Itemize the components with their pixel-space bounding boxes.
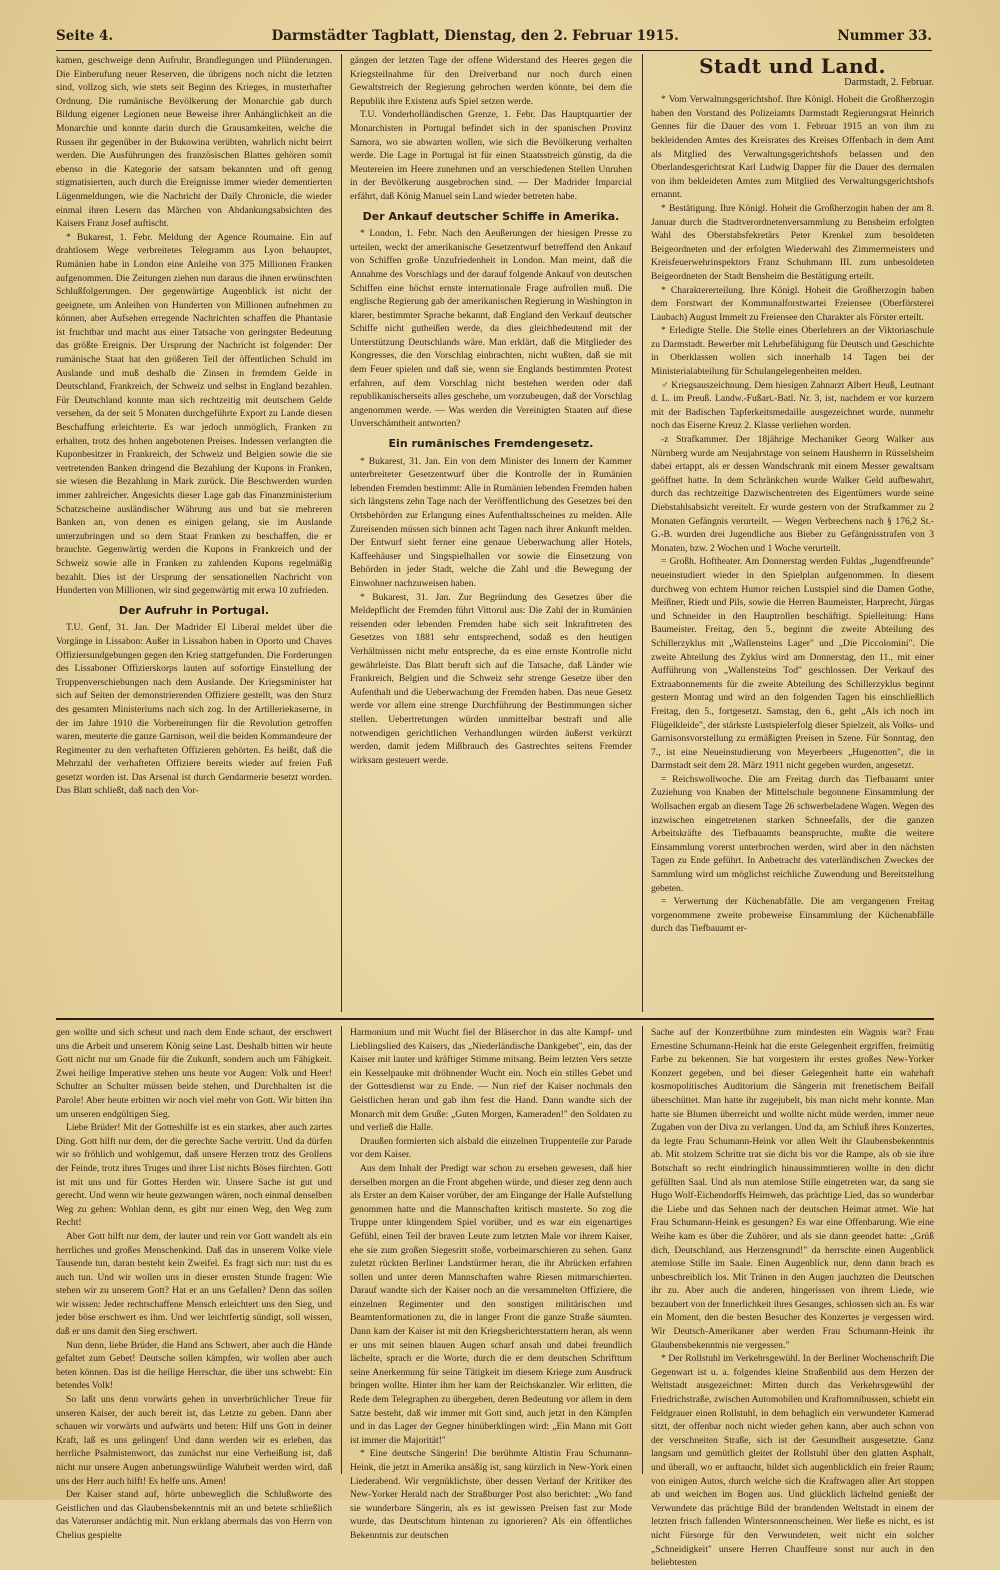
- article-paragraph: T.U. Vonderholländischen Grenze, 1. Febr. Das Hauptquartier der Monarchisten in Portugal befindet sich in der spanischen Provinz Samora, wo sie abwarten wollen, wie sich die Bevölkerung verhalten werde. Die Lage in Portugal ist für einen Staatsstreich günstig, da die Meutereien im Heere zunehmen und an verschiedenen Stellen Unruhen in der Bevölkerung ausgebrochen sind. — Der Madrider Imparcial erfährt, daß König Manuel sein Land wieder betreten habe.: [350, 109, 632, 202]
- article-paragraph: * Bestätigung. Ihre Königl. Hoheit die Großherzogin haben der am 8. Januar durch die Stadtverordnetenversammlung zu Bensheim erfolgten Wahl des Oberstabsfekretärs Peter Krenkel zum besoldeten Beigeordneten und der erfolgten Wiederwahl des Zimmermeisters und Kreisfeuerwehrinspektors Franz Schuhmann III. zum unbesoldeten Beigeordneten der Stadt Bensheim die Bestätigung erteilt.: [651, 202, 934, 282]
- article-paragraph: Liebe Brüder! Mit der Gotteshilfe ist es ein starkes, aber auch zartes Ding. Gott hilft nur dem, der die gerechte Sache vertritt. Und da dürfen wir so fröhlich und wohlgemut, daß unsere Herzen trotz des Grollens der Feinde, trotz ihres Truges und ihrer List nichts Böses fürchten. Gott ist mit uns und für Gottes Herden wir. Unsere Sache ist gut und gerecht. Und wenn wir heute gezwungen wären, noch einmal denselben Weg zu gehen: Wohlan denn, es gibt nur einen Weg, den Weg zum Recht!: [56, 1122, 332, 1229]
- column-1: [56, 54, 332, 1012]
- article-paragraph: Nun denn, liebe Brüder, die Hand ans Schwert, aber auch die Hände gefaltet zum Gebet! Deutsche sollen kämpfen, wir wollen aber auch beten können. Das ist die heilige Herrschar, die über uns schwebt: Ein betendes Volk!: [56, 1339, 332, 1392]
- bottom-column-1: [56, 1026, 332, 1541]
- article-paragraph: * Bukarest, 31. Jan. Zur Begründung des Gesetzes über die Meldepflicht der Fremden führt Vittorul aus: Die Zahl der in Rumänien reisenden oder lebenden Fremden habe sich seit Inkrafttreten des Gesetzes von 1881 sehr entsprechend, sodaß es den heutigen Verhältnissen nicht mehr entspreche, da es eine ernste Kontrolle nicht gewährleiste. Das Blatt beruft sich auf die Tatsache, daß Länder wie Frankreich, Belgien und die Schweiz sehr strenge Gesetze über den Aufenthalt und die Ueberwachung der Fremden haben. Das neue Gesetz werde vor allem eine strenge Durchführung der Bestimmungen sicher stellen. Uebertretungen würden unmittelbar bestraft und alle notwendigen gerichtlichen Verhandlungen würden äußerst verkürzt werden, damit jedem Mißbrauch des Gastrechtes seitens Fremder wirksam gesteuert werde.: [350, 591, 632, 766]
- article-paragraph: * Charaktererteilung. Ihre Königl. Hoheit die Großherzogin haben dem Forstwart der Kommunalforstwartei Freiensee (Oberförsterei Laubach) August Immelt zu Freiensee den Charakter als Förster erteilt.: [651, 284, 934, 323]
- article-paragraph: T.U. Genf, 31. Jan. Der Madrider El Liberal meldet über die Vorgänge in Lissabon: Außer in Lissabon haben in Oporto und Chaves Offiziersundgebungen gegen den Krieg stattgefunden. Die Forderungen des Lissaboner Offizierskorps lauten auf sofortige Einstellung der Truppenverschiebungen nach dem Auslande. Der Kriegsminister hat sich auf Seiten der demonstrierenden Offiziere gestellt, was den Sturz des gesamten Ministeriums nach sich zog. In der Artilleriekaserne, in der im Jahre 1910 die Vorbereitungen für die Revolution getroffen waren, meuterte die ganze Garnison, weil die beiden Kommandeure der Regimenter zu den verhafteten Offizieren gehörten. Es heißt, daß die Mehrzahl der verhafteten Offiziere bereits wieder auf freien Fuß gesetzt worden ist. Das Arsenal ist durch Gendarmerie besetzt worden. Das Blatt schließt, daß nach den Vor-: [56, 622, 332, 797]
- article-paragraph: -z Strafkammer. Der 18jährige Mechaniker Georg Walker aus Nürnberg wurde am Neujahrstage von seinem Hausherrn in Rüsselsheim dabei ertappt, als er dessen Wandschrank mit einem Messer gewaltsam geöffnet hatte. In dem Schränkchen wurde Walker Geld aufbewahrt, durch das rechtzeitige Dazwischentreten des Eigentümers wurde seine Diebstahlsabsicht vereitelt. Er wurde gestern von der Strafkammer zu 2 Monaten Gefängnis verurteilt. — Wegen Verbrechens nach § 176,2 St.-G.-B. wurden drei Jugendliche aus Bieber zu Gefängnisstrafen von 3 Monaten, bzw. 2 Wochen und 1 Woche verurteilt.: [651, 434, 934, 554]
- article-paragraph: So laßt uns denn vorwärts gehen in unverbrüchlicher Treue für unseren Kaiser, der auch bereit ist, das Letzte zu geben. Dann aber schauen wir vorwärts und aufwärts und beten: Hilf uns Gott in deiner Kraft, laß es uns gelingen! Und dann werden wir es erleben, das herrliche Psalmistenwort, das zunächst nur eine Verheißung ist, daß nicht nur unsere Augen anbetungswürdige Wahrheit werden wird, daß uns der Herr auch hilft! Es helfe uns. Amen!: [56, 1394, 332, 1487]
- column-divider: [642, 54, 643, 1012]
- headline-portugal: Der Aufruhr in Portugal.: [118, 603, 270, 617]
- bottom-column-2: [350, 1026, 632, 1541]
- article-paragraph: gängen der letzten Tage der offene Widerstand des Heeres gegen die Kriegsteilnahme für den Dreiverband nur noch durch einen Gewaltstreich der Regierung gebrochen werden könnte, bei dem die Republik ihre Existenz aufs Spiel setzen werde.: [350, 55, 632, 107]
- article-paragraph: Aus dem Inhalt der Predigt war schon zu ersehen gewesen, daß hier derselben morgen an die Front abgehen würde, und dieser zeg denn auch als Erster an dem Kaiser vorüber, der am Eingange der Halle Aufstellung genommen hatte und die Mannschaften kritisch musterte. So zog die Truppe unter klingendem Spiel vorüber, und es war ein eigenartiges Gefühl, einen Teil der braven Leute zum letzten Male vor ihrem Kaiser, ehe sie zum großen Siegesritt stoße, vorbeimarschieren zu sehen. Ganz zuletzt rückten Berliner Landstürmer heran, die ihr Abrücken erfahren sollen und unter deren Mannschaften wahre Riesen mitmarschierten. Darauf wandte sich der Kaiser noch an die versammelten Offiziere, die einzelnen Regimenter und den sonstigen militärischen und Beamtenformationen zu, die in langer Front die ganze Straße säumten. Dann kam der Kaiser ist mit den Kriegsberichterstattern heran, als wenn er uns mit seinen blauen Augen scharf ansah und dabei freundlich lächelte, sprach er die Worte, durch die er dem deutschen Schrifttum seine Anerkennung für seine Tätigkeit im diesem Kriege zum Ausdruck bringen wollte. Hinter ihm her kam der Reichskanzler. Wir erlitten, die Rede dem Telegraphen zu übergeben, deren Bedeutung vor allem in dem Satze besteht, daß wir immer mit Gott sind, auch jetzt in den Kämpfen und in das Lager der Gegner hinüberklingen wird: „Ein Mann mit Gott ist immer die Majorität!": [350, 1162, 632, 1446]
- article-paragraph: Der Kaiser stand auf, hörte unbeweglich die Schlußworte des Geistlichen und das Glaubensbekenntnis mit an und betete schließlich das Vaterunser andächtig mit. Nun erklang abermals das von Herrn von Chelius gespielte: [56, 1489, 332, 1541]
- article-paragraph: Sache auf der Konzertbühne zum mindesten ein Wagnis war? Frau Ernestine Schumann-Heink hat die erste Gelegenheit ergriffen, freimütig Farbe zu bekennen. Sie hat vorgestern ihr erstes großes New-Yorker Konzert gegeben, und bei dieser Gelegenheit hatte ein wahrhaft kosmopolitisches Auditorium die Sängerin mit frenetischem Beifall überschüttet. Man hatte ihr zugejubelt, bis man nicht mehr konnte. Man hatte sie Blumen überreicht und wollte nicht müde werden, immer neue Zugaben von der Diva zu verlangen. Und da, am Schluß ihres Konzertes, da legte Frau Schumann-Heink vor allen Welt ihr Glaubensbekenntnis ab. Mit stolzem Schritte trat sie dicht bis vor die Rampe, als ob sie ihre Botschaft so recht eindringlich hinaussimmtieren wollte in den dicht gefüllten Saal. Und als nun atemlose Stille eingetreten war, da sang sie Hugo Wolf-Eichendorffs Heimweh, das prächtige Lied, das so wunderbar die Liebe und das Sehnen nach der deutschen Heimat atmet. Wie hat Frau Schumann-Heink es gesungen? Es war eine Offenbarung. Wie eine Weihe kam es über die Zuhörer, und als sie dann geendet hatte: „Grüß dich, Deutschland, aus Herzensgrund!" da herrschte einen Augenblick atemlose Stille im Saale. Einen Augenblick nur, denn dann brach es unbeschreiblich los. Mit Tränen in den Augen jauchzten die Deutschen ihr zu. Aber auch die anderen, hingerissen von ihrem Liede, wie bezaubert von der Innerlichkeit ihres Gesanges, schlossen sich an. Es war ein Moment, den die besten Besucher des Konzertes je vergessen wird. Wir Deutsch-Amerikaner aber werden Frau Schumann-Heink ihr Glaubensbekenntnis nie vergessen.": [651, 1027, 934, 1351]
- article-paragraph: = Reichswollwoche. Die am Freitag durch das Tiefbauamt unter Zuziehung von Knaben der Mittelschule begonnene Einsammlung der Wollsachen ergab an diesem Tage 26 schwerbeladene Wagen. Wegen des inzwischen eingetretenen starken Schneefalls, der die ganzen Arbeitskräfte des Tiefbauamts beanspruchte, mußte die weitere Einsammlung vorerst unterbrochen werden, wird aber in den nächsten Tagen zu Ende geführt. In Anbetracht des vaterländischen Zweckes der Sammlung wird um möglichst reichliche Zuwendung und Bereitstellung gebeten.: [651, 773, 934, 894]
- column-2: [350, 54, 632, 1012]
- article-paragraph: * Bukarest, 1. Febr. Meldung der Agence Roumaine. Ein auf drahtlosem Wege verbreitetes Telegramm aus Lyon behauptet, Rumänien habe in London eine Anleihe von 375 Millionen Franken aufgenommen. Die Zeitungen ziehen nun daraus die ihnen erwünschten Schlußfolgerungen. Der gegenwärtige Augenblick ist nicht der geeignete, um Anleihen von Hunderten von Millionen aufnehmen zu können, aber Aufsehen erregende Nachrichten schaffen die Phantasie ist fruchtbar und macht aus einer Tatsache von geringster Bedeutung das größte Ereignis. Der Ursprung der Nachricht ist folgender: Der rumänische Staat hat den größeren Teil der öffentlichen Schuld im Auslande und muß deshalb die Zinsen in fremdem Gelde in Deutschland, Frankreich, der Schweiz und selbst in England bezahlen. Für Deutschland konnte man sich rechtzeitig mit deutschem Gelde versehen, da der seit 5 Monaten durchgeführte Export zu Lande diesen Beschaffung erleichterte. Es war jedoch unmöglich, Franken zu erhalten, trotz des hohen angebotenen Preises. Indessen verlangten die Kuponbesitzer in Frankreich, der Schweiz und Belgien sowie die sie vertretenden Banken dringend die Bezahlung der Kupons in Franken, sie wiesen die Bezahlung in Mark zurück. Die Beschwerden wurden immer zahlreicher. Angesichts dieser Lage gab das Finanzministerium Schatzscheine ausländischer Währung aus und bat sie mehreren Banken an, von denen es einigen gelang, sie im Auslande unterzubringen und so dem Staat Franken zu beschaffen, die er brauchte. Gegenwärtig werden die Kupons in Frankreich und der Schweiz sowie alle in Franken zu zahlenden Kupons regelmäßig bezahlt. Dies ist der Ursprung der sensationellen Nachricht von Hunderten von Millionen, wir sind gegenwärtig mit erwa 10 zufrieden.: [56, 231, 332, 597]
- headline-schiffe: Der Ankauf deutscher Schiffe in Amerika.: [362, 209, 620, 223]
- column-divider: [341, 1026, 342, 1474]
- article-paragraph: Draußen formierten sich alsbald die einzelnen Truppenteile zur Parade vor dem Kaiser.: [350, 1135, 632, 1161]
- article-paragraph: * Eine deutsche Sängerin! Die berühmte Altistin Frau Schumann-Heink, die jetzt in Amerika ansäßig ist, sang kürzlich in New-York einen Liederabend. Wir vergnüklichste, über dessen Verlauf der Kritiker des New-Yorker Herald nach der Straßburger Post also berichtet: „Wo fand sie wunderbare Sängerin, als es ist gewissen Preisen fast zur Mode wurde, das Deutschtum hintenan zu ignorieren? Als ein öffentliches Bekenntnis zur deutschen: [350, 1448, 632, 1541]
- article-paragraph: * Bukarest, 31. Jan. Ein von dem Minister des Innern der Kammer unterbreiteter Gesetzentwurf über die Kontrolle der in Rumänien lebenden Fremden bestimmt: Alle in Rumänien lebenden Fremden haben sich längstens zehn Tage nach der Veröffentlichung des Gesetzes bei den Ortsbehörden zur Erlangung eines Aufenthaltsscheines zu melden. Alle Zureisenden müssen sich binnen acht Tagen nach ihrer Ankunft melden. Der Entwurf sieht ferner eine genaue Ueberwachung aller Hotels, Kaffeehäuser und Singspielhallen vor sowie die Einsetzung von Behörden in jeder Stadt, welche die Zahl und die Bewegung der Einwohner nachzuweisen haben.: [350, 455, 632, 589]
- article-paragraph: kamen, geschweige denn Aufruhr, Brandlegungen und Plünderungen. Die Einberufung neuer Reserven, die übrigens noch nicht die letzten sind, vollzog sich, wie stets seit Beginn des Krieges, in musterhafter Ordnung. Die rumänische Bevölkerung der Monarchie gab durch Bildung eigener Legionen neue Beweise ihrer Anhänglichkeit an die Monarchie und konnte darin durch die Grausamkeiten, welche die Russen ihr gegenüber in der Bukowina verübten, wahrlich nicht beirrt werden. Die Ausführungen des französischen Blattes gehören somit ebenso in die Kategorie der satsam bekannten und oft genug stigmatisierten, auch durch die Ereignisse immer wieder dementierten Lügenmeldungen, wie die Nachricht der Daily Chronicle, die wieder einmal ihren Lesern das Märchen von Abdankungsabsichten des Kaisers Franz Josef auftischt.: [56, 55, 332, 230]
- article-paragraph: = Verwertung der Küchenabfälle. Die am vergangenen Freitag vorgenommene zweite probeweise Einsammlung der Küchenabfälle durch das Tiefbauamt er-: [651, 896, 934, 935]
- article-paragraph: ♂ Kriegsauszeichnung. Dem hiesigen Zahnarzt Albert Heuß, Leutnant d. L. im Preuß. Landw.-Fußart.-Batl. Nr. 3, ist, nachdem er vor kurzem mit der Badischen Tapferkeitsmedaille ausgezeichnet wurde, nunmehr noch das Eiserne Kreuz 2. Klasse verliehen worden.: [651, 379, 934, 432]
- issue-number: Nummer 33.: [837, 28, 932, 44]
- article-paragraph: Aber Gott hilft nur dem, der lauter und rein vor Gott wandelt als ein herrliches und großes Menschenkind. Daß das in unserem Volke viele Tausende tun, daran besteht kein Zweifel. Es fragt sich nur: tust du es auch tun. Und wir wollen uns in dieser ernsten Stunde fragen: Wie stehen wir zu unserem Gott? Hat er an uns Gefallen? Denn das sollen wir wissen: Jeder rechtschaffene Mensch erleichtert uns den Sieg, und jeder böse erschwert es ihm. Und wer leichtfertig sündigt, soll wissen, daß er uns damit den Sieg erschwert.: [56, 1230, 332, 1338]
- article-paragraph: * London, 1. Febr. Nach den Aeußerungen der hiesigen Presse zu urteilen, weckt der amerikanische Gesetzentwurf betreffend den Ankauf von Schiffen große Unzufriedenheit in London. Man meint, daß die Annahme des Vorschlags und der darauf folgende Ankauf von deutschen Schiffen eine höchst ernste internationale Frage aufrollen muß. Die englische Regierung gab der amerikanischen Regierung in Washington in klarer, bestimmter Sprache bekannt, daß England den Verkauf deutscher Schiffe nicht gutheißen werde, da dies gleichbedeutend mit der Unterstützung Deutschlands wäre. Man erklärt, daß die Mitglieder des Kongresses, die den Vorschlag einbrachten, nicht wußten, daß sie mit dem Feuer spielen und daß sie, wenn sie Englands bestimmten Protest erfahren, auf dem Vorschlag nicht bestehen werden oder daß republikanischerseits alles geschehe, um vorzubeugen, daß der Vorschlag angenommen werde. — Was werden die Vereinigten Staaten auf diese Unverschämtheit antworten?: [350, 228, 632, 430]
- article-paragraph: * Vom Verwaltungsgerichtshof. Ihre Königl. Hoheit die Großherzogin haben den Vorstand des Polizeiamts Darmstadt Regierungsrat Heinrich Gennes für die Dauer des vom 1. Februar 1915 an von ihm zu bekleidenden Amtes des Kreisrates des Kreises Offenbach in dem Amt als Mitglied des Verwaltungsgerichtshofs belassen und den Oberlandesgerichtsrat Karl Ludwig Dapper für die Dauer des dermalen von ihm bekleideten Amtes zum Mitglied des Verwaltungsgerichtshofs ernannt.: [651, 94, 934, 201]
- page-number: Seite 4.: [56, 28, 114, 44]
- column-divider: [341, 54, 342, 1012]
- article-paragraph: = Großh. Hoftheater. Am Donnerstag werden Fuldas „Jugendfreunde" neueinstudiert wieder in den Spielplan aufgenommen. In diesem durchweg von echtem Humor reichen Lustspiel sind die Damen Gothe, Meißner, Riedt und Pils, sowie die Herren Baumeister, Harprecht, Jürgas und Schneider in den Hauptrollen beschäftigt. Spielleitung: Hans Baumeister. Freitag, den 5., beginnt die zweite Abteilung des Schillerzyklus mit „Wallensteins Lager" und „Die Piccolomini". Die zweite Abteilung des Zyklus wird am Donnerstag, den 11., mit einer Aufführung von „Wallensteins Tod" geschlossen. Der Verkauf des Extraabonnements für die zweite Abteilung des Schillerzyklus beginnt gestern Montag und wird an den folgenden Tagen bis einschließlich Freitag, den 5., fortgesetzt. Samstag, den 6., geht „Als ich noch im Flügelkleide", der stärkste Lustspielerfolg dieser Spielzeit, als Volks- und Garnisonsvorstellung zu ermäßigten Preisen in Szene. Für Sonntag, den 7., ist eine Neueinstudierung von Meyerbeers „Hugenotten", die in Darmstadt seit dem 28. März 1911 nicht gegeben wurden, angesetzt.: [651, 556, 934, 772]
- bottom-column-3: [651, 1026, 934, 1569]
- feuilleton-rule: [56, 1018, 934, 1020]
- article-paragraph: * Der Rollstuhl im Verkehrsgewühl. In der Berliner Wochenschrift Die Gegenwart ist u. a. folgendes kleine Straßenbild aus dem Herzen der Weltstadt ausgezeichnet: Mitten durch das Verkehrsgewühl der Friedrichstraße, zwischen Automobilen und Kraftomnibussen, schiebt ein Feldgrauer einen Rollstuhl, in dem behaglich ein verwundeter Kamerad sitzt, der offenbar noch nicht wieder gehen kann, aber auch schon von der verschneiten Straße, sich ist der Gesundheit ausgesetzte. Ganz langsam und gemütlich gleitet der Rollstuhl über den glatten Asphalt, und überall, wo er auftaucht, bildet sich augenblicklich ein freier Raum; von einigen Autos, durch welche sich die Kraftwagen aller Art stoppen ab und weichen im Bogen aus. Und glücklich lächelnd genießt der Verwundete das prächtige Bild der brandenden Weltstadt in einem der letzten frisch fallenden Wintersonnenscheinen. Wer ließe es nicht, es ist nicht Fürsorge für den Verwundeten, weit nicht ein solcher „Schneidigkeit" unsere Herren Chauffeure sonst nur auch in den beliebtesten: [651, 1353, 934, 1569]
- article-paragraph: gen wollte und sich scheut und nach dem Ende schaut, der erschwert uns die Arbeit und unserem König seine Last. Deshalb bitten wir heute Gott nicht nur um Gnade für die Zukunft, sondern auch um Fähigkeit. Zwei heilige Imperative stehen uns heute vor Augen: Volk und Heer! Schulter an Schulter müssen beide stehen, und Durchhalten ist die Parole! Aber heute erbitten wir noch viel mehr von Gott. Wir bitten ihn um unseren endgültigen Sieg.: [56, 1027, 332, 1120]
- column-3: [651, 54, 934, 1012]
- column-divider: [642, 1026, 643, 1474]
- headline-fremdengesetz: Ein rumänisches Fremdengesetz.: [388, 437, 594, 451]
- section-title-stadt-und-land: Stadt und Land.: [699, 54, 886, 78]
- page-header: [56, 28, 932, 51]
- article-paragraph: * Erledigte Stelle. Die Stelle eines Oberlehrers an der Viktoriaschule zu Darmstadt. Bewerber mit Lehrbefähigung für Deutsch und Geschichte in Oberklassen wollen sich innerhalb 14 Tagen bei der Ministerialabteilung für Schulangelegenheiten melden.: [651, 325, 934, 378]
- dateline: Darmstadt, 2. Februar.: [844, 76, 934, 88]
- article-paragraph: Harmonium und mit Wucht fiel der Bläserchor in das alte Kampf- und Lieblingslied des Kaisers, das „Niederländische Dankgebet", ein, das der Kaiser mit lauter und kräftiger Stimme mitsang. Beim letzten Vers setzte ein Kesselpauke mit dröhnender Wucht ein. Noch ein stilles Gebet und der Gottesdienst war zu Ende. — Nun rief der Kaiser nochmals den Geistlichen heran und gab ihm fest die Hand. Dann wandte sich der Monarch mit dem Gruße: „Guten Morgen, Kameraden!" den Soldaten zu und verließ die Halle.: [350, 1027, 632, 1134]
- masthead: Darmstädter Tagblatt, Dienstag, den 2. Februar 1915.: [271, 28, 679, 44]
